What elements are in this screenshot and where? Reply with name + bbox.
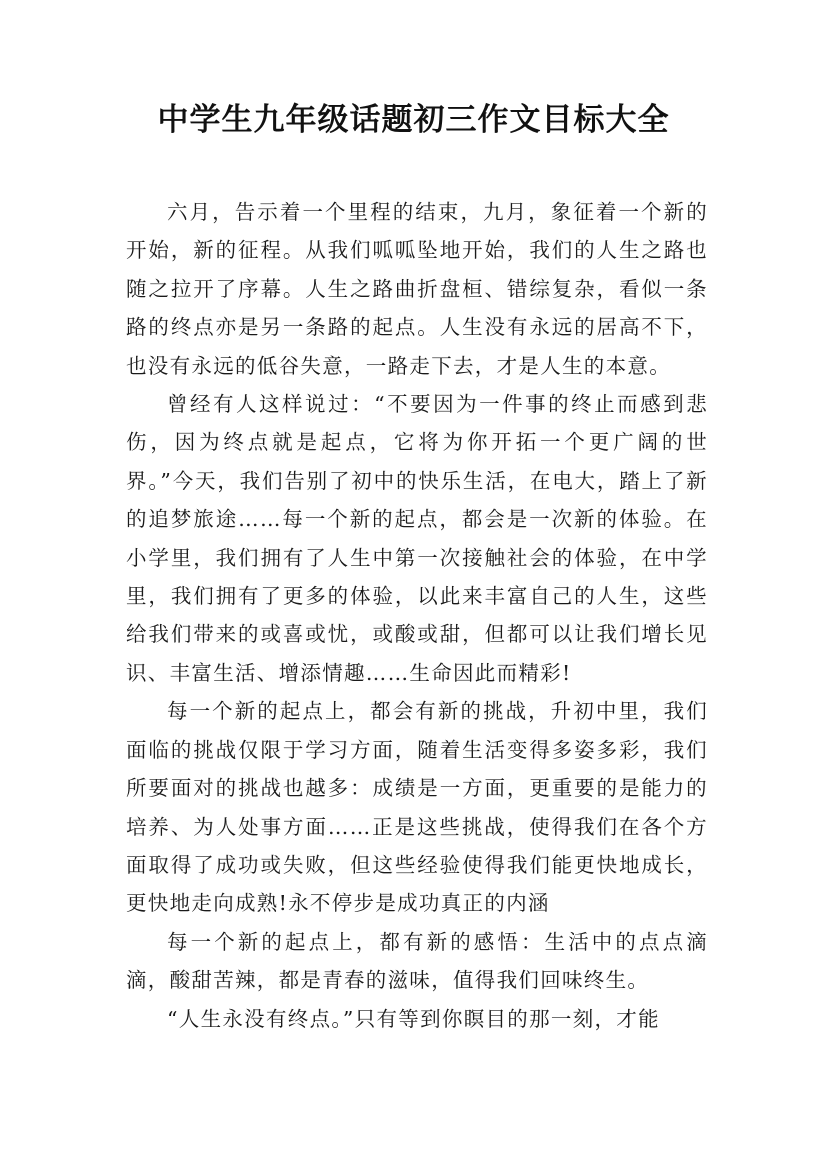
paragraph-5: “人生永没有终点。”只有等到你瞑目的那一刻，才能 — [167, 1006, 660, 1031]
document-body — [126, 193, 708, 1038]
paragraph-1: 六月，告示着一个里程的结束，九月，象征着一个新的开始，新的征程。从我们呱呱坠地开始，我们的人生之路也随之拉开了序幕。人生之路曲折盘桓、错综复杂，看似一条路的终点亦是另一条路的起点。人生没有永远的居高不下，也没有永远的低谷失意，一路走下去，才是人生的本意。 — [126, 200, 708, 378]
paragraph-3: 每一个新的起点上，都会有新的挑战，升初中里，我们面临的挑战仅限于学习方面，随着生活变得多姿多彩，我们所要面对的挑战也越多：成绩是一方面，更重要的是能力的培养、为人处事方面……正是这些挑战，使得我们在各个方面取得了成功或失败，但这些经验使得我们能更快地成长，更快地走向成熟!永不停步是成功真正的内涵 — [126, 699, 708, 916]
paragraph-2: 曾经有人这样说过：“不要因为一件事的终止而感到悲伤，因为终点就是起点，它将为你开拓一个更广阔的世界。”今天，我们告别了初中的快乐生活，在电大，踏上了新的追梦旅途……每一个新的起点，都会是一次新的体验。在小学里，我们拥有了人生中第一次接触社会的体验，在中学里，我们拥有了更多的体验，以此来丰富自己的人生，这些给我们带来的或喜或忧，或酸或甜，但都可以让我们增长见识、丰富生活、增添情趣……生命因此而精彩! — [126, 392, 708, 685]
document-title: 中学生九年级话题初三作文目标大全 — [157, 102, 670, 138]
paragraph-4: 每一个新的起点上，都有新的感悟：生活中的点点滴滴，酸甜苦辣，都是青春的滋味，值得我们回味终生。 — [126, 929, 708, 993]
